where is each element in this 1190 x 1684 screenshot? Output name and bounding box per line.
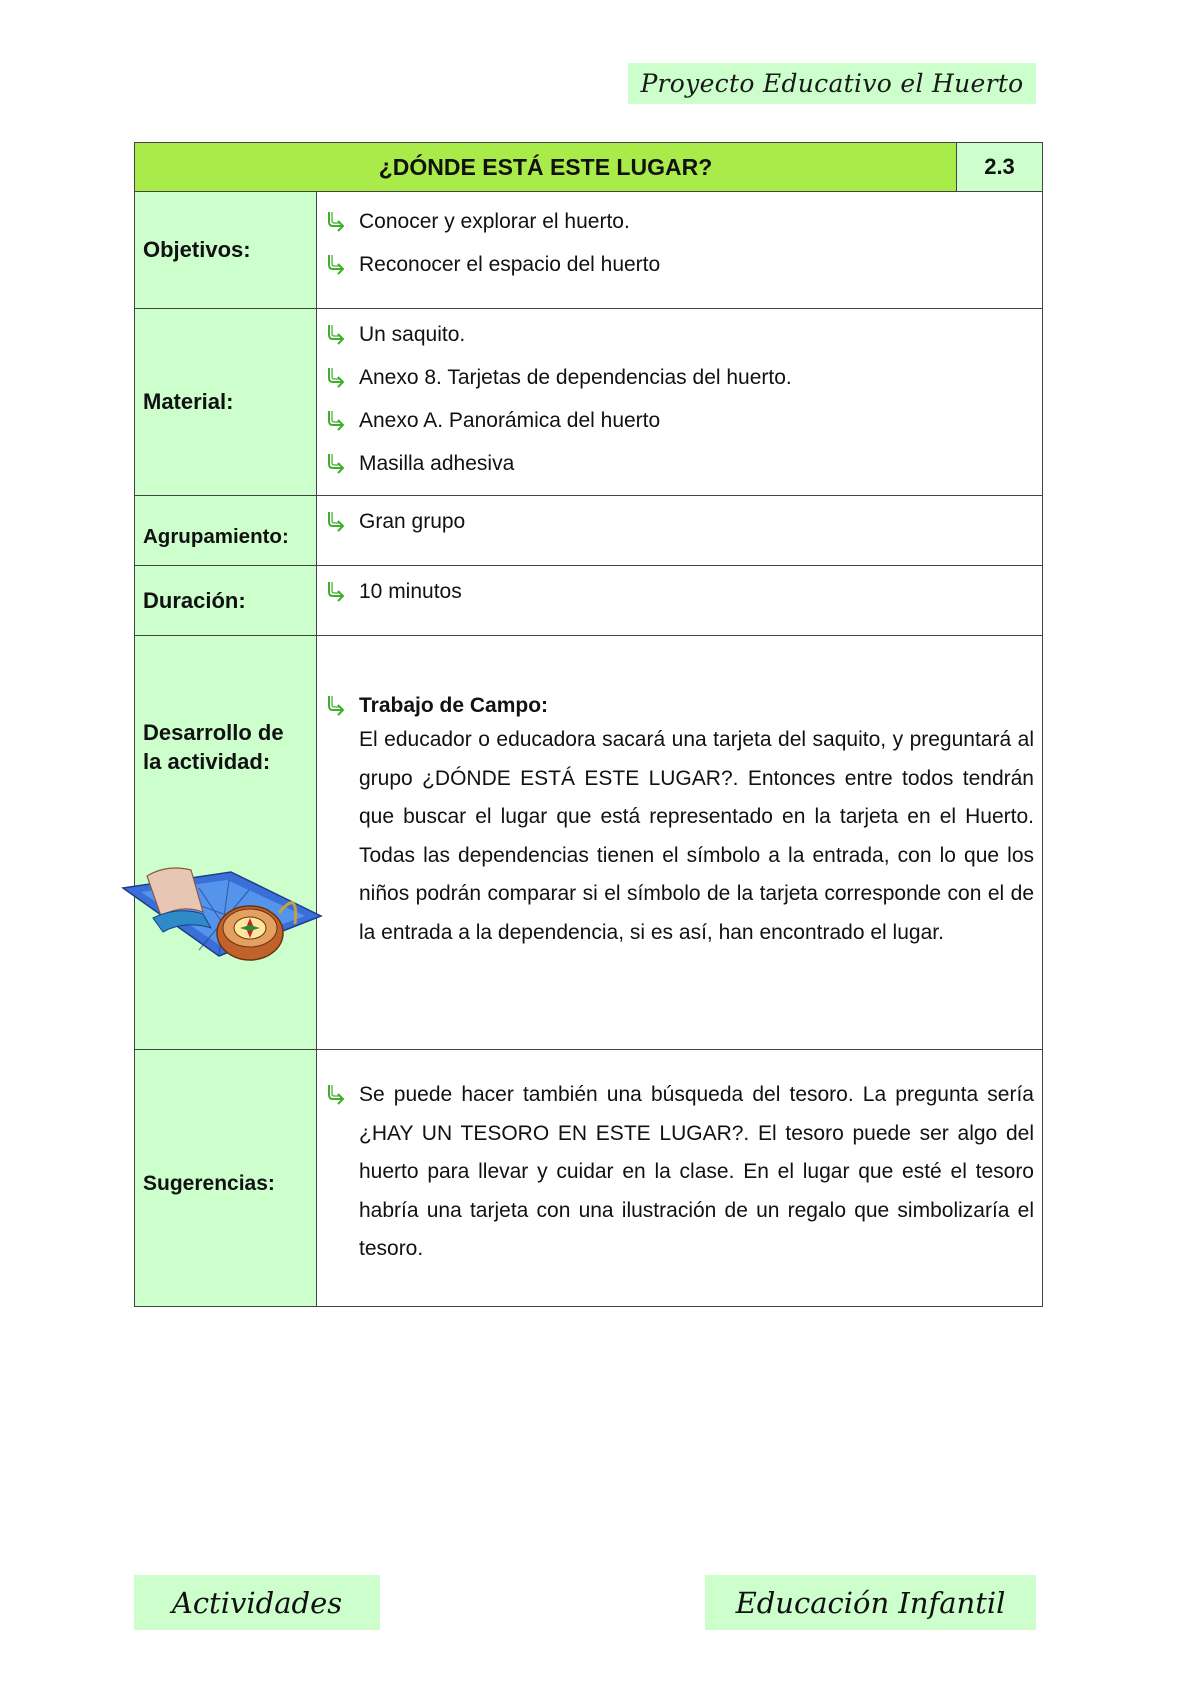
duracion-content	[317, 566, 1042, 635]
arrow-bullet-icon	[325, 500, 359, 543]
card-title: ¿DÓNDE ESTÁ ESTE LUGAR?	[378, 153, 713, 180]
list-item	[325, 1076, 1034, 1269]
arrow-bullet-icon	[325, 399, 359, 442]
list-item: 10 minutos	[325, 570, 1034, 613]
material-row	[135, 309, 1042, 496]
list-item: Conocer y explorar el huerto.	[325, 200, 1034, 243]
activity-card	[134, 142, 1043, 1307]
list-item: Gran grupo	[325, 500, 1034, 543]
card-number: 2.3	[956, 143, 1042, 191]
list-item: Anexo A. Panorámica del huerto	[325, 399, 1034, 442]
desarrollo-label: Desarrollo de la actividad:	[135, 636, 317, 1049]
sugerencias-row	[135, 1050, 1042, 1306]
sugerencias-text: Se puede hacer también una búsqueda del tesoro. La pregunta sería ¿HAY UN TESORO EN ESTE LUGAR?. El tesoro puede ser algo del huerto para llevar y cuidar en la clase. En el lugar que esté el tesoro habría una tarjeta con una ilustración de un regalo que simbolizaría el tesoro.	[359, 1083, 1034, 1260]
arrow-bullet-icon	[325, 356, 359, 399]
list-item: Reconocer el espacio del huerto	[325, 243, 1034, 286]
arrow-bullet-icon	[325, 684, 359, 727]
desarrollo-content	[317, 636, 1042, 1049]
sugerencias-label: Sugerencias:	[135, 1050, 317, 1306]
desarrollo-subheading: Trabajo de Campo:	[359, 694, 549, 717]
desarrollo-text: El educador o educadora sacará una tarjeta del saquito, y preguntará al grupo ¿DÓNDE ESTÁ ESTE LUGAR?. Entonces entre todos tendrán que buscar el lugar que está representado en la tarjeta en el Huerto. Todas las dependencias tienen el símbolo a la entrada, con lo que los niños podrán comparar si el símbolo de la tarjeta corresponde con el de la entrada a la dependencia, si es así, han encontrado el lugar.	[359, 728, 1034, 944]
footer-left-tag: Actividades	[134, 1575, 380, 1630]
map-compass-illustration	[119, 858, 329, 968]
duracion-label: Duración:	[135, 566, 317, 635]
arrow-bullet-icon	[325, 200, 359, 243]
card-title-row	[135, 143, 1042, 192]
list-item: Anexo 8. Tarjetas de dependencias del huerto.	[325, 356, 1034, 399]
project-header-tag	[628, 63, 1036, 104]
list-item: Masilla adhesiva	[325, 442, 1034, 485]
agrupamiento-content	[317, 496, 1042, 565]
arrow-bullet-icon	[325, 243, 359, 286]
footer-right-tag: Educación Infantil	[705, 1575, 1036, 1630]
arrow-bullet-icon	[325, 442, 359, 485]
agrupamiento-label: Agrupamiento:	[135, 496, 317, 565]
material-label: Material:	[135, 309, 317, 495]
arrow-bullet-icon	[325, 313, 359, 356]
sugerencias-content	[317, 1050, 1042, 1306]
project-header-text: Proyecto Educativo el Huerto	[640, 69, 1024, 98]
list-item: Un saquito.	[325, 313, 1034, 356]
objetivos-row	[135, 192, 1042, 309]
arrow-bullet-icon	[325, 570, 359, 613]
duracion-row	[135, 566, 1042, 636]
arrow-bullet-icon	[325, 1076, 359, 1114]
objetivos-content	[317, 192, 1042, 308]
agrupamiento-row	[135, 496, 1042, 566]
desarrollo-row	[135, 636, 1042, 1050]
material-content	[317, 309, 1042, 495]
objetivos-label: Objetivos:	[135, 192, 317, 308]
